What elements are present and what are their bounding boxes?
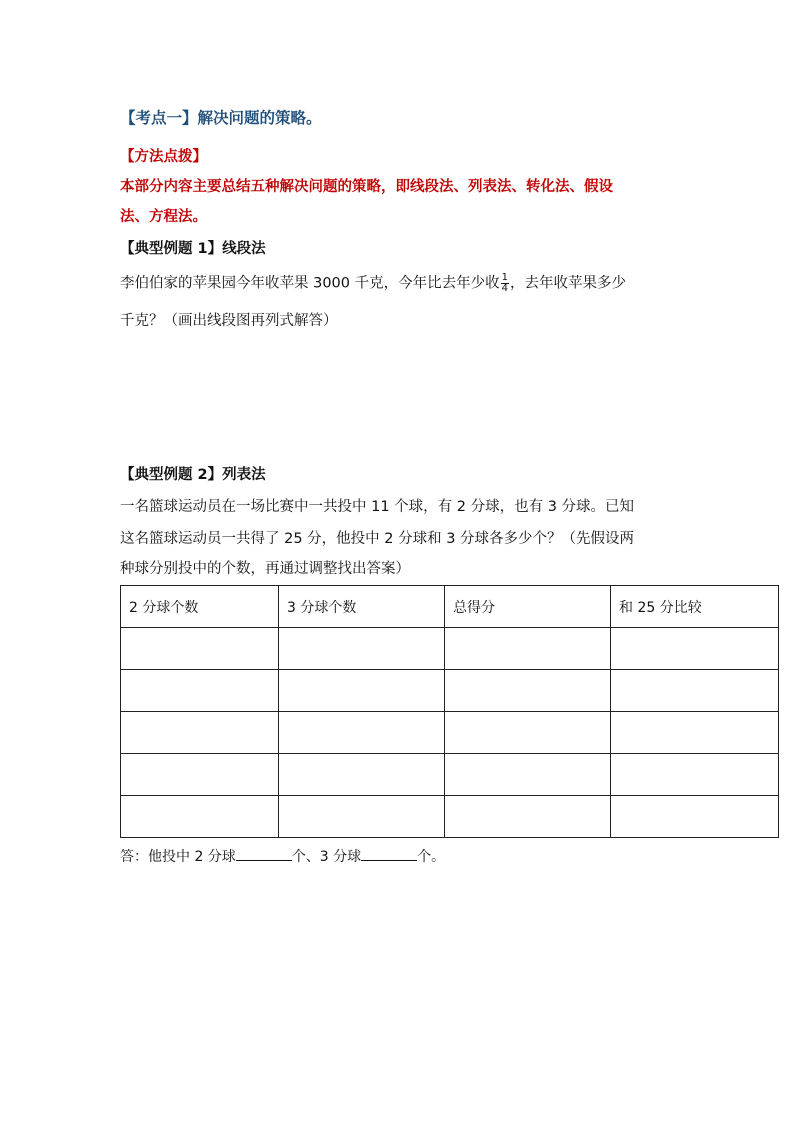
example2-heading: 【典型例题 2】列表法 [120, 467, 266, 483]
answer-text-3: 个。 [417, 849, 446, 865]
table-cell[interactable] [279, 796, 445, 838]
answer-text-1: 答：他投中 2 分球 [120, 849, 236, 865]
table-cell[interactable] [279, 670, 445, 712]
table-cell[interactable] [445, 754, 611, 796]
method-heading: 【方法点拨】 [120, 149, 207, 165]
table-cell[interactable] [445, 796, 611, 838]
example1-text-line-1 [120, 273, 626, 294]
table-cell[interactable] [611, 670, 779, 712]
table-cell[interactable] [611, 796, 779, 838]
answer-text-2: 个、3 分球 [291, 849, 362, 865]
table-cell[interactable] [611, 628, 779, 670]
example2-text-line-2: 这名篮球运动员一共得了 25 分，他投中 2 分球和 3 分球各多少个？（先假设两 [120, 531, 635, 547]
table-cell[interactable] [279, 754, 445, 796]
table-header-compare-25: 和 25 分比较 [611, 586, 779, 628]
table-cell[interactable] [445, 712, 611, 754]
example2-text-line-3: 种球分别投中的个数，再通过调整找出答案） [120, 561, 410, 577]
method-text-line-1: 本部分内容主要总结五种解决问题的策略，即线段法、列表法、转化法、假设 [120, 179, 613, 195]
example1-text-line-2: 千克？（画出线段图再列式解答） [120, 313, 338, 329]
table-row [121, 670, 779, 712]
table-cell[interactable] [279, 712, 445, 754]
section-title: 【考点一】解决问题的策略。 [120, 109, 322, 127]
table-row [121, 796, 779, 838]
table-cell[interactable] [121, 628, 279, 670]
table-cell[interactable] [121, 712, 279, 754]
table-row [121, 628, 779, 670]
example1-text-before-fraction: 李伯伯家的苹果园今年收苹果 3000 千克，今年比去年少收 [120, 275, 500, 292]
answer-blank-2pt[interactable] [236, 846, 292, 861]
example2-text-line-1: 一名篮球运动员在一场比赛中一共投中 11 个球，有 2 分球，也有 3 分球。已知 [120, 499, 635, 515]
example1-text-after-fraction: ，去年收苹果多少 [510, 275, 626, 292]
answer-blank-3pt[interactable] [361, 846, 417, 861]
score-table [120, 585, 779, 838]
table-header-row [121, 586, 779, 628]
table-cell[interactable] [121, 670, 279, 712]
table-cell[interactable] [611, 712, 779, 754]
example1-heading: 【典型例题 1】线段法 [120, 241, 266, 257]
answer-line [120, 846, 445, 867]
table-cell[interactable] [445, 670, 611, 712]
table-row [121, 754, 779, 796]
method-text-line-2: 法、方程法。 [120, 209, 207, 225]
table-header-3pt-count: 3 分球个数 [279, 586, 445, 628]
table-row [121, 712, 779, 754]
fraction-numerator: 1 [501, 272, 508, 283]
table-header-2pt-count: 2 分球个数 [121, 586, 279, 628]
table-header-total-score: 总得分 [445, 586, 611, 628]
table-cell[interactable] [279, 628, 445, 670]
table-cell[interactable] [445, 628, 611, 670]
table-cell[interactable] [121, 754, 279, 796]
fraction-denominator: 4 [501, 283, 508, 294]
table-cell[interactable] [611, 754, 779, 796]
table-cell[interactable] [121, 796, 279, 838]
fraction [501, 273, 509, 294]
